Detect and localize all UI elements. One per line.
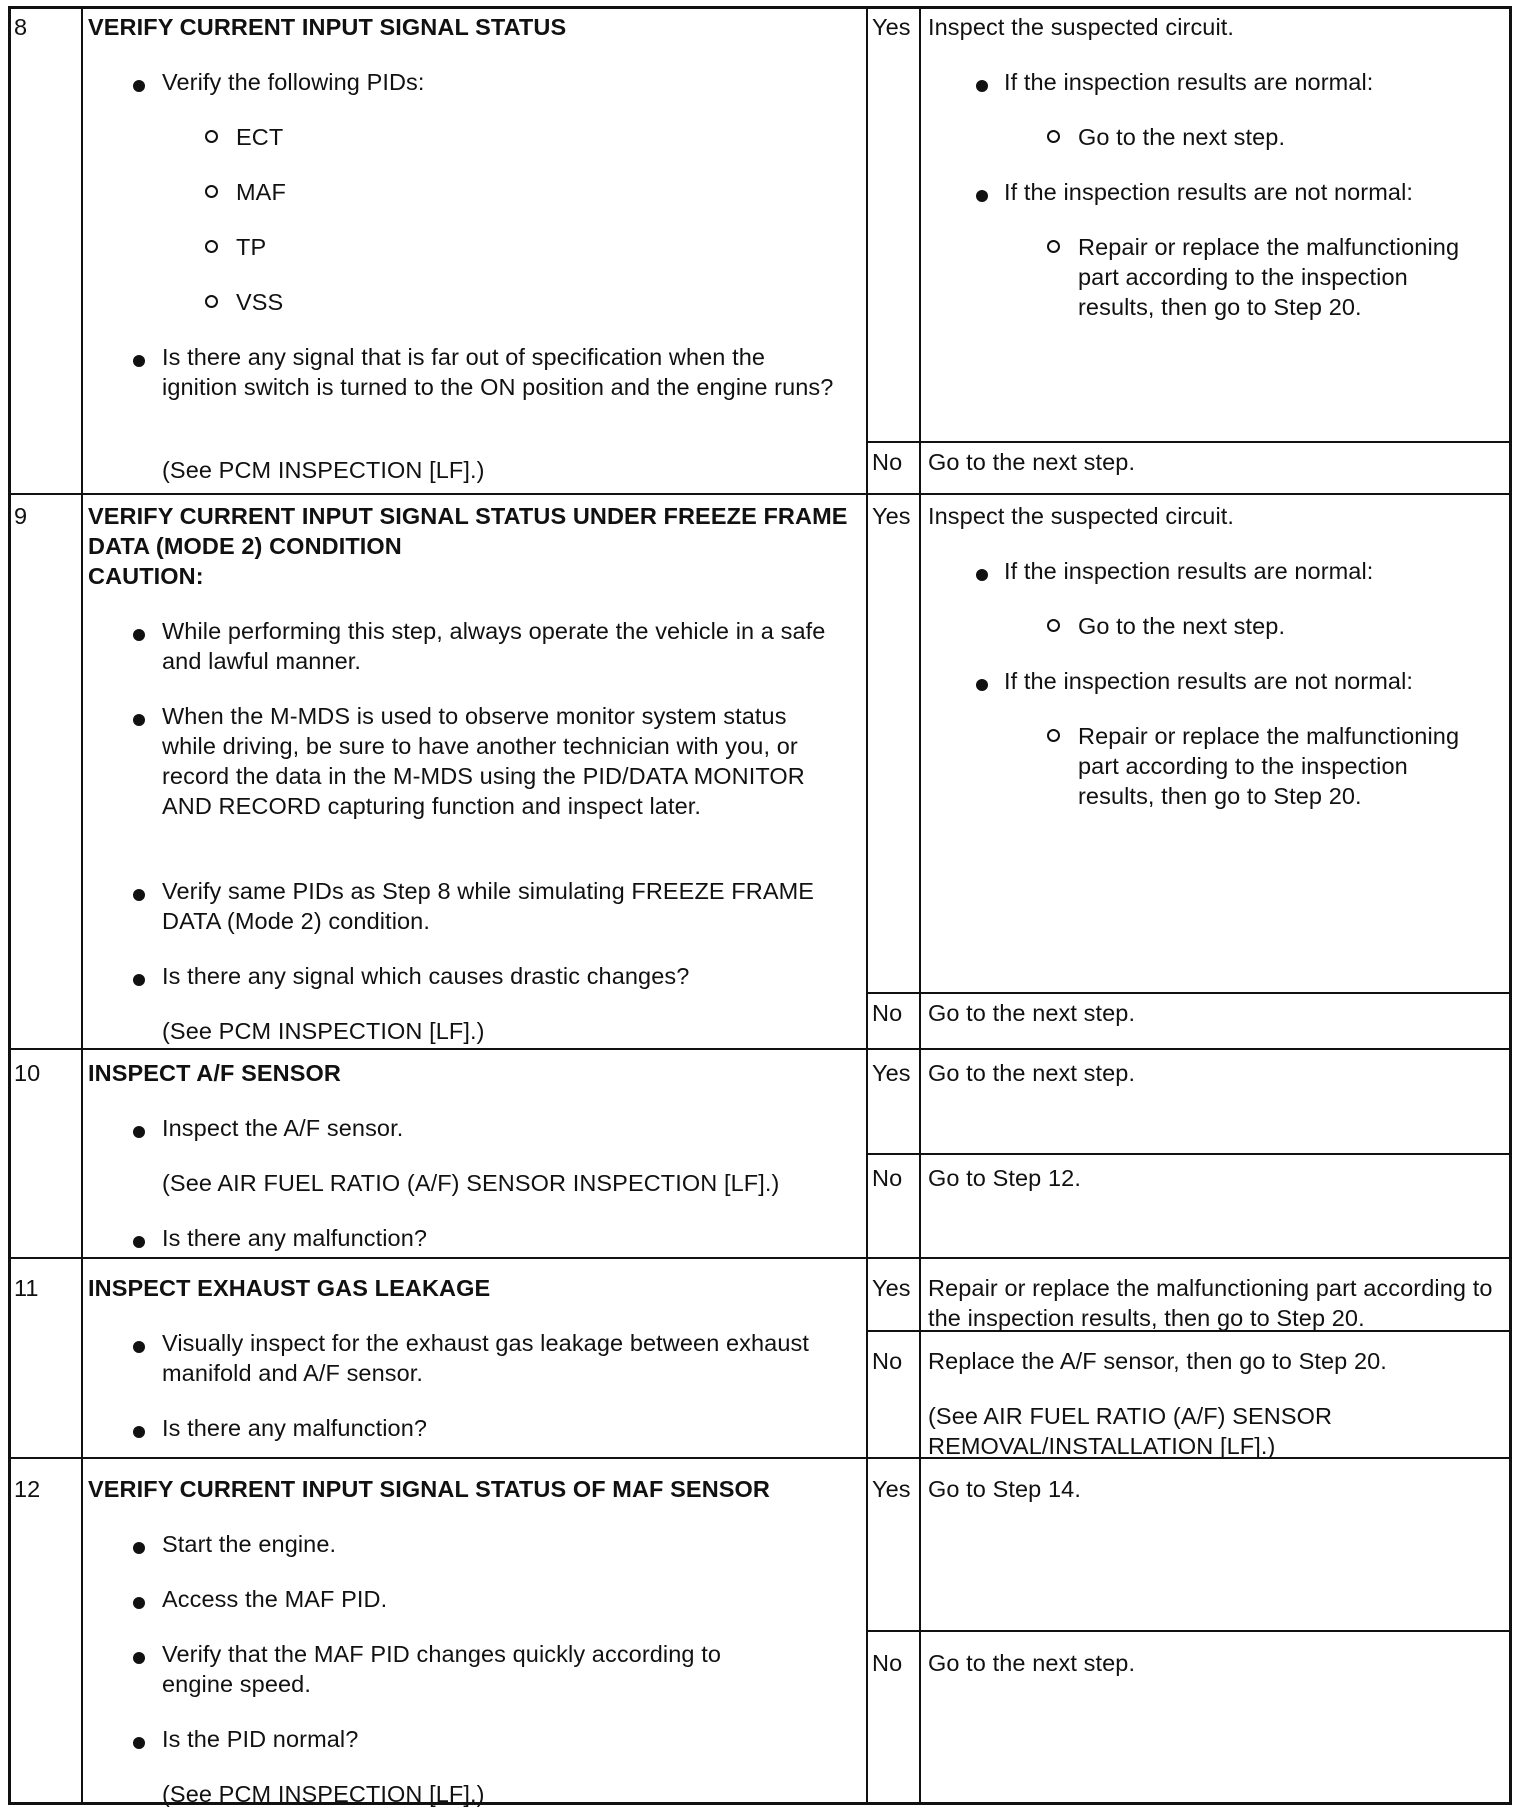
step-10-bullet-2: Is there any malfunction? (162, 1225, 428, 1251)
step-8-number: 8 (14, 14, 28, 40)
step-9-bullet-1: While performing this step, always operate the vehicle in a safe and lawful manner. (162, 618, 826, 674)
step-9-bullet-3: Verify same PIDs as Step 8 while simulating FREEZE FRAME DATA (Mode 2) condition. (162, 878, 815, 934)
step-8-reference: (See PCM INSPECTION [LF].) (162, 457, 485, 483)
sub-bullet-icon (1047, 240, 1060, 253)
step-12-no-label: No (872, 1650, 903, 1676)
bullet-icon (133, 974, 145, 986)
step-9-yes-abnormal: If the inspection results are not normal: (1004, 668, 1414, 694)
pid-ect: ECT (236, 124, 284, 150)
bullet-icon (976, 190, 988, 202)
step-9-bullet-2: When the M-MDS is used to observe monitor system status while driving, be sure to have another technician with you, or record the data in the M-MDS using the PID/DATA MONITOR AND RECORD capturing function and inspect later. (162, 703, 805, 819)
bullet-icon (133, 1426, 145, 1438)
step-12-bullet-3: Verify that the MAF PID changes quickly according to engine speed. (162, 1641, 722, 1697)
pid-tp: TP (236, 234, 267, 260)
step-12-title: VERIFY CURRENT INPUT SIGNAL STATUS OF MAF SENSOR (88, 1476, 770, 1502)
step-9-yes-normal-action: Go to the next step. (1078, 613, 1286, 639)
step-9-reference: (See PCM INSPECTION [LF].) (162, 1018, 485, 1044)
bullet-icon (133, 889, 145, 901)
diagnostic-procedure-sheet (8, 6, 1512, 1805)
step-11-no-reference: (See AIR FUEL RATIO (A/F) SENSOR REMOVAL/INSTALLATION [LF].) (928, 1403, 1333, 1459)
pid-vss: VSS (236, 289, 284, 315)
step-12-reference: (See PCM INSPECTION [LF].) (162, 1781, 485, 1807)
step-10-yes-action: Go to the next step. (928, 1060, 1136, 1086)
step-8-title: VERIFY CURRENT INPUT SIGNAL STATUS (88, 14, 567, 40)
step-8-yes-lead: Inspect the suspected circuit. (928, 14, 1235, 40)
step-11-bullet-1: Visually inspect for the exhaust gas leakage between exhaust manifold and A/F sensor. (162, 1330, 810, 1386)
bullet-icon (976, 569, 988, 581)
step-8-question: Is there any signal that is far out of specification when the ignition switch is turned to the ON position and the engine runs? (162, 344, 834, 400)
step-10-number: 10 (14, 1060, 41, 1086)
bullet-icon (133, 80, 145, 92)
bullet-icon (133, 1126, 145, 1138)
sub-bullet-icon (205, 130, 218, 143)
bullet-icon (133, 629, 145, 641)
step-12-number: 12 (14, 1476, 41, 1502)
step-10-no-label: No (872, 1165, 903, 1191)
bullet-icon (133, 1236, 145, 1248)
bullet-icon (133, 1341, 145, 1353)
step-10-reference: (See AIR FUEL RATIO (A/F) SENSOR INSPECTION [LF].) (162, 1170, 780, 1196)
step-10-title: INSPECT A/F SENSOR (88, 1060, 341, 1086)
pid-maf: MAF (236, 179, 286, 205)
step-9-title: VERIFY CURRENT INPUT SIGNAL STATUS UNDER FREEZE FRAME DATA (MODE 2) CONDITION (88, 503, 848, 559)
bullet-icon (133, 355, 145, 367)
step-8-no-action: Go to the next step. (928, 449, 1136, 475)
step-8-verify-label: Verify the following PIDs: (162, 69, 425, 95)
step-9-no-action: Go to the next step. (928, 1000, 1136, 1026)
step-10-bullet-1: Inspect the A/F sensor. (162, 1115, 404, 1141)
step-10-no-action: Go to Step 12. (928, 1165, 1081, 1191)
sub-bullet-icon (205, 185, 218, 198)
step-11-yes-label: Yes (872, 1275, 911, 1301)
sub-bullet-icon (1047, 619, 1060, 632)
bullet-icon (976, 679, 988, 691)
bullet-icon (133, 1542, 145, 1554)
bullet-icon (976, 80, 988, 92)
step-11-title: INSPECT EXHAUST GAS LEAKAGE (88, 1275, 491, 1301)
step-12-bullet-4: Is the PID normal? (162, 1726, 359, 1752)
step-11-bullet-2: Is there any malfunction? (162, 1415, 428, 1441)
step-9-yes-abnormal-action: Repair or replace the malfunctioning part according to the inspection results, then go to Step 20. (1078, 723, 1460, 809)
sub-bullet-icon (1047, 130, 1060, 143)
bullet-icon (133, 714, 145, 726)
bullet-icon (133, 1652, 145, 1664)
step-8-yes-label: Yes (872, 14, 911, 40)
step-12-bullet-2: Access the MAF PID. (162, 1586, 388, 1612)
sub-bullet-icon (205, 295, 218, 308)
step-10-yes-label: Yes (872, 1060, 911, 1086)
step-11-yes-action: Repair or replace the malfunctioning part according to the inspection results, then go to Step 20. (928, 1275, 1493, 1331)
step-11-no-label: No (872, 1348, 903, 1374)
bullet-icon (133, 1597, 145, 1609)
step-12-bullet-1: Start the engine. (162, 1531, 337, 1557)
sub-bullet-icon (1047, 729, 1060, 742)
step-9-yes-normal: If the inspection results are normal: (1004, 558, 1374, 584)
step-8-yes-abnormal-action: Repair or replace the malfunctioning part according to the inspection results, then go to Step 20. (1078, 234, 1460, 320)
step-11-no-action: Replace the A/F sensor, then go to Step 20. (928, 1348, 1387, 1374)
step-12-no-action: Go to the next step. (928, 1650, 1136, 1676)
sub-bullet-icon (205, 240, 218, 253)
step-11-number: 11 (14, 1275, 39, 1301)
step-9-yes-label: Yes (872, 503, 911, 529)
step-8-yes-normal: If the inspection results are normal: (1004, 69, 1374, 95)
step-9-bullet-4: Is there any signal which causes drastic changes? (162, 963, 690, 989)
step-9-no-label: No (872, 1000, 903, 1026)
step-12-yes-action: Go to Step 14. (928, 1476, 1081, 1502)
step-9-yes-lead: Inspect the suspected circuit. (928, 503, 1235, 529)
step-12-yes-label: Yes (872, 1476, 911, 1502)
bullet-icon (133, 1737, 145, 1749)
step-9-number: 9 (14, 503, 28, 529)
step-8-yes-abnormal: If the inspection results are not normal: (1004, 179, 1414, 205)
step-8-yes-normal-action: Go to the next step. (1078, 124, 1286, 150)
step-9-caution-label: CAUTION: (88, 563, 204, 589)
step-8-no-label: No (872, 449, 903, 475)
